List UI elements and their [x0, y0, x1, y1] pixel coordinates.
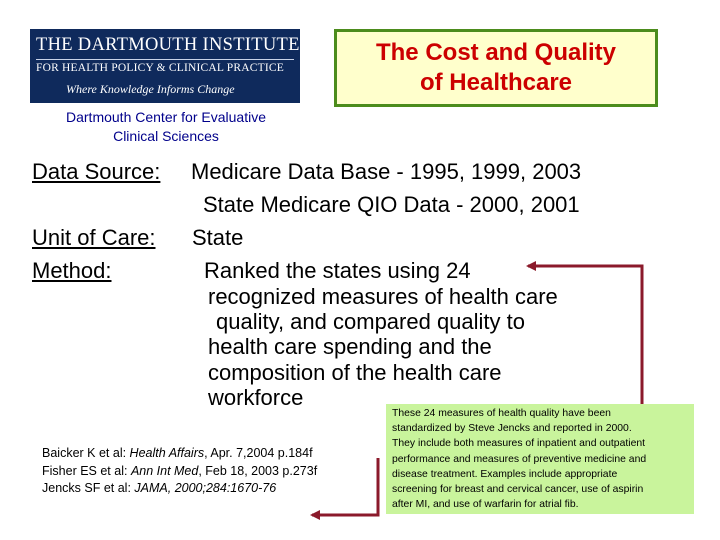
method-label: Method: — [32, 258, 112, 283]
method-line: health care spending and the — [208, 334, 492, 359]
method-line: Ranked the states using 24 — [204, 258, 471, 283]
unit-of-care-value: State — [192, 225, 244, 250]
method-line: workforce — [208, 385, 304, 410]
note-line: These 24 measures of health quality have been — [392, 408, 611, 419]
arrow-to-references — [312, 458, 378, 515]
method-line: composition of the health care — [208, 360, 502, 385]
unit-of-care-label: Unit of Care: — [32, 225, 156, 250]
data-source-value-1: Medicare Data Base - 1995, 1999, 2003 — [191, 159, 582, 184]
slide-title-line-2: of Healthcare — [419, 69, 573, 96]
reference-item: Baicker K et al: Health Affairs, Apr. 7,2004 p.184f — [42, 446, 313, 460]
note-line: performance and measures of preventive medicine and — [392, 453, 647, 465]
method-line: recognized measures of health care — [208, 284, 558, 309]
reference-item: Fisher ES et al: Ann Int Med, Feb 18, 2003 p.273f — [42, 463, 318, 478]
arrow-to-method — [528, 266, 642, 404]
logo-tagline: Where Knowledge Informs Change — [66, 82, 235, 96]
note-line: disease treatment. Examples include appropriate — [392, 468, 618, 480]
data-source-label: Data Source: — [32, 159, 161, 184]
center-caption-line-1: Dartmouth Center for Evaluative — [66, 109, 266, 125]
note-line: standardized by Steve Jencks and reported in 2000. — [392, 423, 632, 435]
logo-line-2: FOR HEALTH POLICY & CLINICAL PRACTICE — [36, 62, 284, 74]
slide-title-line-1: The Cost and Quality — [375, 39, 617, 66]
method-line: quality, and compared quality to — [216, 309, 525, 334]
note-line: after MI, and use of warfarin for atrial fib. — [392, 499, 579, 511]
data-source-value-2: State Medicare QIO Data - 2000, 2001 — [203, 192, 580, 217]
reference-item: Jencks SF et al: JAMA, 2000;284:1670-76 — [42, 481, 277, 495]
logo-line-1: THE DARTMOUTH INSTITUTE — [36, 35, 300, 55]
note-line: They include both measures of inpatient and outpatient — [392, 438, 646, 450]
center-caption-line-2: Clinical Sciences — [113, 128, 219, 144]
note-line: screening for breast and cervical cancer, use of aspirin — [392, 484, 644, 496]
